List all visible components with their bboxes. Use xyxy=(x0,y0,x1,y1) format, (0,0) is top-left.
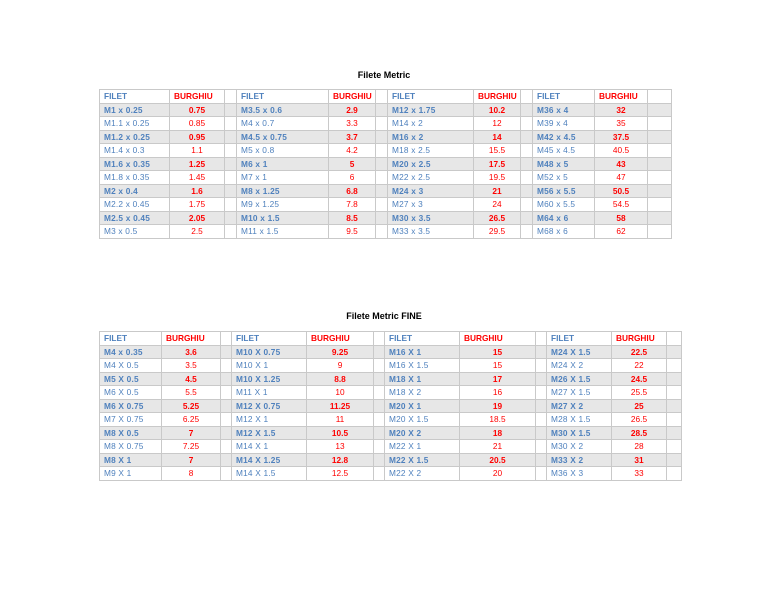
column-gap xyxy=(667,386,682,400)
drill-size-cell: 2.5 xyxy=(170,225,225,239)
thread-size-cell: M1.8 x 0.35 xyxy=(100,171,170,185)
drill-size-cell: 3.6 xyxy=(162,345,221,359)
table-row xyxy=(100,130,672,144)
column-gap xyxy=(521,211,533,225)
thread-size-cell: M68 x 6 xyxy=(533,225,595,239)
thread-size-cell: M10 x 1.5 xyxy=(237,211,329,225)
thread-size-cell: M45 x 4.5 xyxy=(533,144,595,158)
drill-size-cell: 62 xyxy=(595,225,648,239)
column-gap xyxy=(221,467,232,481)
thread-size-cell: M4.5 x 0.75 xyxy=(237,130,329,144)
column-gap xyxy=(374,453,385,467)
column-gap xyxy=(225,225,237,239)
header-filet: FILET xyxy=(385,332,460,346)
thread-size-cell: M36 X 3 xyxy=(547,467,612,481)
drill-size-cell: 22 xyxy=(612,359,667,373)
drill-size-cell: 17 xyxy=(460,372,536,386)
column-gap xyxy=(521,184,533,198)
thread-size-cell: M9 x 1.25 xyxy=(237,198,329,212)
drill-size-cell: 28 xyxy=(612,440,667,454)
column-gap xyxy=(536,426,547,440)
drill-size-cell: 6.8 xyxy=(329,184,376,198)
thread-size-cell: M2.2 x 0.45 xyxy=(100,198,170,212)
table-row xyxy=(100,144,672,158)
column-gap xyxy=(536,372,547,386)
column-gap xyxy=(376,157,388,171)
column-gap xyxy=(648,117,672,131)
column-gap xyxy=(374,372,385,386)
column-gap xyxy=(648,225,672,239)
column-gap xyxy=(376,184,388,198)
table-row xyxy=(100,453,682,467)
column-gap xyxy=(225,211,237,225)
drill-size-cell: 12.5 xyxy=(307,467,374,481)
thread-size-cell: M30 X 2 xyxy=(547,440,612,454)
thread-size-cell: M52 x 5 xyxy=(533,171,595,185)
column-gap xyxy=(376,171,388,185)
column-gap xyxy=(667,440,682,454)
table-row xyxy=(100,426,682,440)
column-gap xyxy=(225,171,237,185)
thread-size-cell: M16 X 1.5 xyxy=(385,359,460,373)
table2-title: Filete Metric FINE xyxy=(346,311,422,321)
drill-size-cell: 33 xyxy=(612,467,667,481)
column-gap xyxy=(521,90,533,104)
column-gap xyxy=(221,399,232,413)
thread-size-cell: M48 x 5 xyxy=(533,157,595,171)
drill-size-cell: 20.5 xyxy=(460,453,536,467)
drill-size-cell: 26.5 xyxy=(612,413,667,427)
thread-size-cell: M36 x 4 xyxy=(533,103,595,117)
drill-size-cell: 9.25 xyxy=(307,345,374,359)
column-gap xyxy=(376,117,388,131)
thread-size-cell: M4 X 0.5 xyxy=(100,359,162,373)
thread-size-cell: M30 x 3.5 xyxy=(388,211,474,225)
table-row xyxy=(100,103,672,117)
column-gap xyxy=(225,157,237,171)
thread-size-cell: M24 x 3 xyxy=(388,184,474,198)
drill-size-cell: 22.5 xyxy=(612,345,667,359)
thread-size-cell: M12 X 0.75 xyxy=(232,399,307,413)
column-gap xyxy=(521,198,533,212)
column-gap xyxy=(521,171,533,185)
drill-size-cell: 13 xyxy=(307,440,374,454)
column-gap xyxy=(536,386,547,400)
drill-size-cell: 47 xyxy=(595,171,648,185)
table-row xyxy=(100,399,682,413)
drill-size-cell: 19 xyxy=(460,399,536,413)
thread-size-cell: M33 X 2 xyxy=(547,453,612,467)
thread-size-cell: M20 X 2 xyxy=(385,426,460,440)
drill-size-cell: 20 xyxy=(460,467,536,481)
drill-size-cell: 1.75 xyxy=(170,198,225,212)
column-gap xyxy=(221,426,232,440)
thread-size-cell: M8 X 0.75 xyxy=(100,440,162,454)
thread-size-cell: M60 x 5.5 xyxy=(533,198,595,212)
column-gap xyxy=(221,453,232,467)
drill-size-cell: 5 xyxy=(329,157,376,171)
column-gap xyxy=(374,332,385,346)
drill-size-cell: 7 xyxy=(162,426,221,440)
header-burghiu: BURGHIU xyxy=(474,90,521,104)
column-gap xyxy=(521,144,533,158)
drill-size-cell: 43 xyxy=(595,157,648,171)
drill-size-cell: 18.5 xyxy=(460,413,536,427)
thread-size-cell: M39 x 4 xyxy=(533,117,595,131)
thread-size-cell: M10 X 0.75 xyxy=(232,345,307,359)
header-burghiu: BURGHIU xyxy=(612,332,667,346)
drill-size-cell: 32 xyxy=(595,103,648,117)
thread-size-cell: M7 X 0.75 xyxy=(100,413,162,427)
column-gap xyxy=(521,103,533,117)
drill-size-cell: 18 xyxy=(460,426,536,440)
drill-size-cell: 16 xyxy=(460,386,536,400)
column-gap xyxy=(521,117,533,131)
header-filet: FILET xyxy=(100,332,162,346)
drill-size-cell: 37.5 xyxy=(595,130,648,144)
column-gap xyxy=(667,332,682,346)
metric-thread-table xyxy=(99,89,672,239)
drill-size-cell: 5.5 xyxy=(162,386,221,400)
column-gap xyxy=(667,467,682,481)
thread-size-cell: M1.2 x 0.25 xyxy=(100,130,170,144)
thread-size-cell: M22 X 1.5 xyxy=(385,453,460,467)
thread-size-cell: M27 X 1.5 xyxy=(547,386,612,400)
drill-size-cell: 14 xyxy=(474,130,521,144)
drill-size-cell: 29.5 xyxy=(474,225,521,239)
header-filet: FILET xyxy=(237,90,329,104)
column-gap xyxy=(521,225,533,239)
column-gap xyxy=(536,332,547,346)
thread-size-cell: M64 x 6 xyxy=(533,211,595,225)
thread-size-cell: M27 x 3 xyxy=(388,198,474,212)
drill-size-cell: 28.5 xyxy=(612,426,667,440)
drill-size-cell: 9 xyxy=(307,359,374,373)
thread-size-cell: M56 x 5.5 xyxy=(533,184,595,198)
column-gap xyxy=(374,467,385,481)
column-gap xyxy=(648,184,672,198)
drill-size-cell: 15 xyxy=(460,345,536,359)
column-gap xyxy=(374,399,385,413)
table-header-row xyxy=(100,90,672,104)
header-filet: FILET xyxy=(547,332,612,346)
table-row xyxy=(100,225,672,239)
drill-size-cell: 1.25 xyxy=(170,157,225,171)
thread-size-cell: M10 X 1.25 xyxy=(232,372,307,386)
thread-size-cell: M24 X 2 xyxy=(547,359,612,373)
drill-size-cell: 54.5 xyxy=(595,198,648,212)
column-gap xyxy=(648,211,672,225)
column-gap xyxy=(648,130,672,144)
drill-size-cell: 25.5 xyxy=(612,386,667,400)
column-gap xyxy=(536,359,547,373)
drill-size-cell: 8.5 xyxy=(329,211,376,225)
drill-size-cell: 1.1 xyxy=(170,144,225,158)
drill-size-cell: 9.5 xyxy=(329,225,376,239)
column-gap xyxy=(374,413,385,427)
column-gap xyxy=(376,225,388,239)
drill-size-cell: 25 xyxy=(612,399,667,413)
drill-size-cell: 7.25 xyxy=(162,440,221,454)
header-burghiu: BURGHIU xyxy=(595,90,648,104)
column-gap xyxy=(667,359,682,373)
thread-size-cell: M26 X 1.5 xyxy=(547,372,612,386)
drill-size-cell: 10 xyxy=(307,386,374,400)
column-gap xyxy=(221,345,232,359)
thread-size-cell: M22 X 1 xyxy=(385,440,460,454)
drill-size-cell: 0.95 xyxy=(170,130,225,144)
header-filet: FILET xyxy=(232,332,307,346)
header-burghiu: BURGHIU xyxy=(307,332,374,346)
drill-size-cell: 8.8 xyxy=(307,372,374,386)
column-gap xyxy=(536,399,547,413)
column-gap xyxy=(667,399,682,413)
drill-size-cell: 1.6 xyxy=(170,184,225,198)
header-filet: FILET xyxy=(533,90,595,104)
column-gap xyxy=(374,359,385,373)
thread-size-cell: M5 x 0.8 xyxy=(237,144,329,158)
header-filet: FILET xyxy=(100,90,170,104)
column-gap xyxy=(221,413,232,427)
drill-size-cell: 3.5 xyxy=(162,359,221,373)
column-gap xyxy=(667,426,682,440)
thread-size-cell: M18 X 1 xyxy=(385,372,460,386)
thread-size-cell: M4 x 0.35 xyxy=(100,345,162,359)
thread-size-cell: M20 x 2.5 xyxy=(388,157,474,171)
column-gap xyxy=(667,453,682,467)
drill-size-cell: 15 xyxy=(460,359,536,373)
column-gap xyxy=(648,157,672,171)
thread-size-cell: M14 x 2 xyxy=(388,117,474,131)
drill-size-cell: 3.3 xyxy=(329,117,376,131)
drill-size-cell: 4.2 xyxy=(329,144,376,158)
thread-size-cell: M22 X 2 xyxy=(385,467,460,481)
table-row xyxy=(100,211,672,225)
drill-size-cell: 0.85 xyxy=(170,117,225,131)
table-row xyxy=(100,184,672,198)
column-gap xyxy=(225,198,237,212)
column-gap xyxy=(648,198,672,212)
column-gap xyxy=(225,90,237,104)
drill-size-cell: 31 xyxy=(612,453,667,467)
table-row xyxy=(100,359,682,373)
column-gap xyxy=(536,440,547,454)
thread-size-cell: M6 X 0.75 xyxy=(100,399,162,413)
thread-size-cell: M8 X 1 xyxy=(100,453,162,467)
thread-size-cell: M1.1 x 0.25 xyxy=(100,117,170,131)
thread-size-cell: M1.4 x 0.3 xyxy=(100,144,170,158)
table-row xyxy=(100,372,682,386)
column-gap xyxy=(221,332,232,346)
thread-size-cell: M8 x 1.25 xyxy=(237,184,329,198)
drill-size-cell: 24.5 xyxy=(612,372,667,386)
drill-size-cell: 0.75 xyxy=(170,103,225,117)
drill-size-cell: 6 xyxy=(329,171,376,185)
thread-size-cell: M11 X 1 xyxy=(232,386,307,400)
thread-size-cell: M3.5 x 0.6 xyxy=(237,103,329,117)
thread-size-cell: M11 x 1.5 xyxy=(237,225,329,239)
thread-size-cell: M1.6 x 0.35 xyxy=(100,157,170,171)
thread-size-cell: M2 x 0.4 xyxy=(100,184,170,198)
drill-size-cell: 11.25 xyxy=(307,399,374,413)
column-gap xyxy=(374,440,385,454)
drill-size-cell: 3.7 xyxy=(329,130,376,144)
column-gap xyxy=(221,359,232,373)
drill-size-cell: 12 xyxy=(474,117,521,131)
drill-size-cell: 50.5 xyxy=(595,184,648,198)
drill-size-cell: 6.25 xyxy=(162,413,221,427)
column-gap xyxy=(221,386,232,400)
column-gap xyxy=(667,372,682,386)
header-burghiu: BURGHIU xyxy=(329,90,376,104)
drill-size-cell: 19.5 xyxy=(474,171,521,185)
column-gap xyxy=(376,211,388,225)
column-gap xyxy=(374,426,385,440)
thread-size-cell: M16 X 1 xyxy=(385,345,460,359)
thread-size-cell: M12 X 1.5 xyxy=(232,426,307,440)
drill-size-cell: 10.2 xyxy=(474,103,521,117)
column-gap xyxy=(225,117,237,131)
drill-size-cell: 5.25 xyxy=(162,399,221,413)
drill-size-cell: 8 xyxy=(162,467,221,481)
column-gap xyxy=(648,103,672,117)
column-gap xyxy=(376,90,388,104)
column-gap xyxy=(536,467,547,481)
drill-size-cell: 4.5 xyxy=(162,372,221,386)
thread-size-cell: M3 x 0.5 xyxy=(100,225,170,239)
column-gap xyxy=(225,144,237,158)
drill-size-cell: 2.05 xyxy=(170,211,225,225)
thread-size-cell: M2.5 x 0.45 xyxy=(100,211,170,225)
thread-size-cell: M12 X 1 xyxy=(232,413,307,427)
column-gap xyxy=(376,144,388,158)
thread-size-cell: M14 X 1 xyxy=(232,440,307,454)
thread-size-cell: M1 x 0.25 xyxy=(100,103,170,117)
thread-size-cell: M16 x 2 xyxy=(388,130,474,144)
table-row xyxy=(100,157,672,171)
column-gap xyxy=(667,345,682,359)
column-gap xyxy=(648,144,672,158)
thread-size-cell: M20 X 1.5 xyxy=(385,413,460,427)
thread-size-cell: M4 x 0.7 xyxy=(237,117,329,131)
column-gap xyxy=(521,130,533,144)
drill-size-cell: 58 xyxy=(595,211,648,225)
table-row xyxy=(100,467,682,481)
drill-size-cell: 40.5 xyxy=(595,144,648,158)
column-gap xyxy=(667,413,682,427)
drill-size-cell: 21 xyxy=(474,184,521,198)
thread-size-cell: M5 X 0.5 xyxy=(100,372,162,386)
column-gap xyxy=(225,130,237,144)
drill-size-cell: 26.5 xyxy=(474,211,521,225)
thread-size-cell: M18 x 2.5 xyxy=(388,144,474,158)
drill-size-cell: 7 xyxy=(162,453,221,467)
thread-size-cell: M8 X 0.5 xyxy=(100,426,162,440)
column-gap xyxy=(376,130,388,144)
table1-title: Filete Metric xyxy=(357,70,411,80)
thread-size-cell: M22 x 2.5 xyxy=(388,171,474,185)
thread-size-cell: M42 x 4.5 xyxy=(533,130,595,144)
thread-size-cell: M30 X 1.5 xyxy=(547,426,612,440)
column-gap xyxy=(374,386,385,400)
thread-size-cell: M18 X 2 xyxy=(385,386,460,400)
header-filet: FILET xyxy=(388,90,474,104)
table-row xyxy=(100,171,672,185)
table-row xyxy=(100,198,672,212)
drill-size-cell: 2.9 xyxy=(329,103,376,117)
drill-size-cell: 11 xyxy=(307,413,374,427)
thread-size-cell: M6 X 0.5 xyxy=(100,386,162,400)
thread-size-cell: M24 X 1.5 xyxy=(547,345,612,359)
column-gap xyxy=(221,440,232,454)
column-gap xyxy=(374,345,385,359)
drill-size-cell: 24 xyxy=(474,198,521,212)
drill-size-cell: 21 xyxy=(460,440,536,454)
column-gap xyxy=(376,198,388,212)
column-gap xyxy=(536,345,547,359)
drill-size-cell: 15.5 xyxy=(474,144,521,158)
column-gap xyxy=(648,90,672,104)
drill-size-cell: 17.5 xyxy=(474,157,521,171)
table-row xyxy=(100,345,682,359)
thread-size-cell: M10 X 1 xyxy=(232,359,307,373)
metric-fine-thread-table xyxy=(99,331,682,481)
thread-size-cell: M7 x 1 xyxy=(237,171,329,185)
thread-size-cell: M14 X 1.5 xyxy=(232,467,307,481)
header-burghiu: BURGHIU xyxy=(170,90,225,104)
column-gap xyxy=(225,184,237,198)
thread-size-cell: M28 X 1.5 xyxy=(547,413,612,427)
column-gap xyxy=(521,157,533,171)
thread-size-cell: M33 x 3.5 xyxy=(388,225,474,239)
table-row xyxy=(100,440,682,454)
column-gap xyxy=(648,171,672,185)
drill-size-cell: 7.8 xyxy=(329,198,376,212)
thread-size-cell: M6 x 1 xyxy=(237,157,329,171)
thread-size-cell: M20 X 1 xyxy=(385,399,460,413)
thread-size-cell: M27 X 2 xyxy=(547,399,612,413)
column-gap xyxy=(225,103,237,117)
column-gap xyxy=(376,103,388,117)
table-row xyxy=(100,117,672,131)
header-burghiu: BURGHIU xyxy=(162,332,221,346)
header-burghiu: BURGHIU xyxy=(460,332,536,346)
drill-size-cell: 12.8 xyxy=(307,453,374,467)
thread-size-cell: M9 X 1 xyxy=(100,467,162,481)
column-gap xyxy=(536,413,547,427)
drill-size-cell: 35 xyxy=(595,117,648,131)
thread-size-cell: M12 x 1.75 xyxy=(388,103,474,117)
table-header-row xyxy=(100,332,682,346)
table-row xyxy=(100,386,682,400)
table-row xyxy=(100,413,682,427)
drill-size-cell: 1.45 xyxy=(170,171,225,185)
column-gap xyxy=(221,372,232,386)
drill-size-cell: 10.5 xyxy=(307,426,374,440)
thread-size-cell: M14 X 1.25 xyxy=(232,453,307,467)
column-gap xyxy=(536,453,547,467)
